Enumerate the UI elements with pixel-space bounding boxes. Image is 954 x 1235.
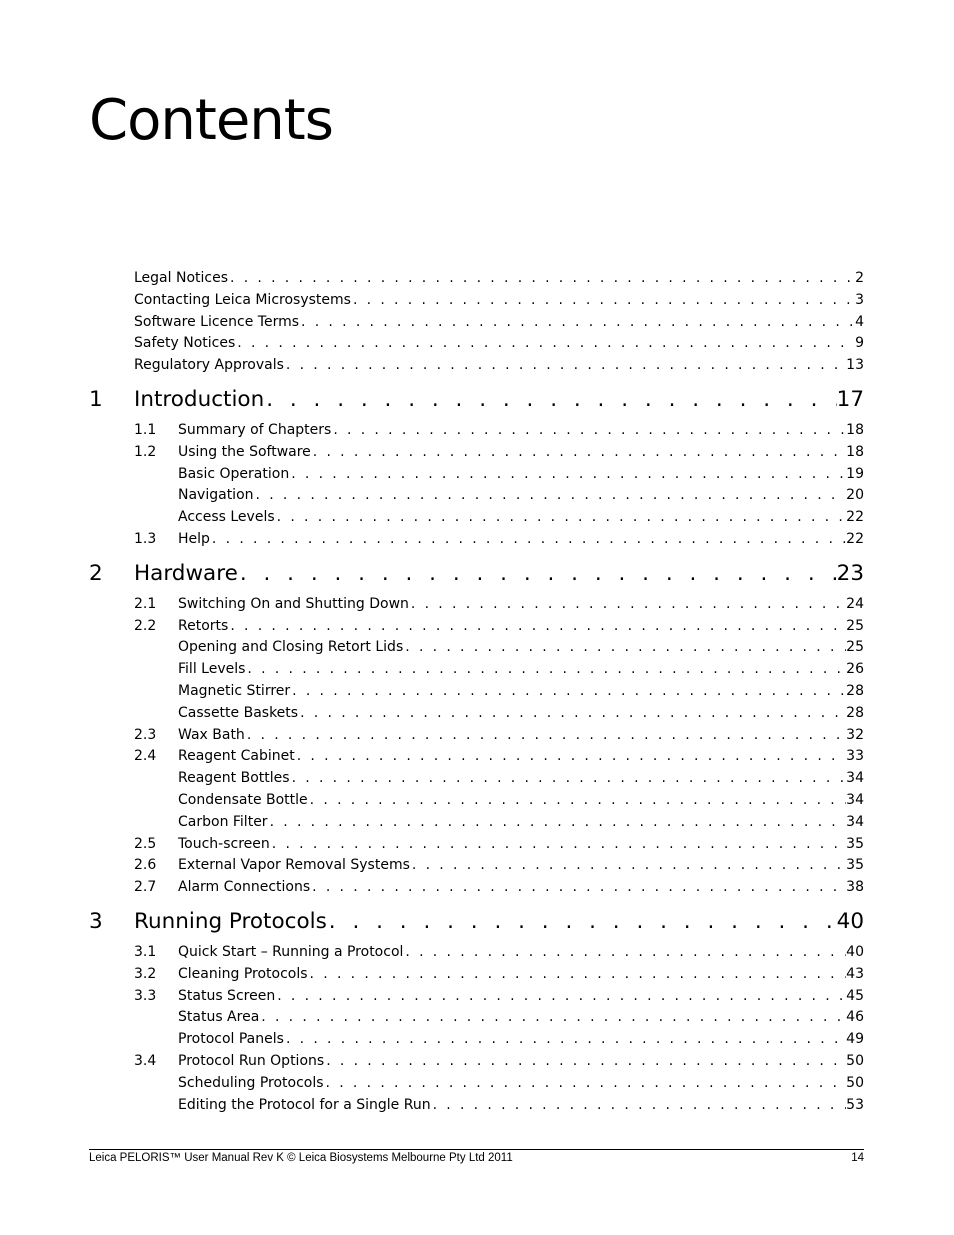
section-number: 3.3 bbox=[134, 987, 157, 1004]
toc-section[interactable] bbox=[134, 531, 864, 553]
section-page: 43 bbox=[846, 965, 864, 982]
section-page: 33 bbox=[846, 748, 864, 765]
toc-entry-page: 3 bbox=[855, 291, 864, 308]
dot-leader bbox=[290, 770, 847, 786]
dot-leader bbox=[410, 857, 846, 873]
section-title: Touch-screen bbox=[178, 835, 270, 852]
subsection-title: Carbon Filter bbox=[178, 813, 268, 830]
subsection-page: 28 bbox=[846, 682, 864, 699]
dot-leader bbox=[324, 1075, 847, 1091]
toc-subsection[interactable] bbox=[178, 661, 864, 683]
subsection-page: 22 bbox=[846, 509, 864, 526]
section-page: 24 bbox=[846, 595, 864, 612]
toc-subsection[interactable] bbox=[178, 792, 864, 814]
section-title: Alarm Connections bbox=[178, 879, 311, 896]
chapter-number: 1 bbox=[89, 386, 103, 412]
section-page: 18 bbox=[846, 421, 864, 438]
toc-chapter-heading[interactable] bbox=[89, 909, 864, 941]
toc-section[interactable] bbox=[134, 422, 864, 444]
toc-entry-page: 13 bbox=[846, 357, 864, 374]
subsection-page: 28 bbox=[846, 704, 864, 721]
section-number: 2.6 bbox=[134, 857, 157, 874]
dot-leader bbox=[403, 639, 846, 655]
section-page: 40 bbox=[846, 943, 864, 960]
dot-leader bbox=[284, 1031, 846, 1047]
toc-section[interactable] bbox=[134, 879, 864, 901]
subsection-page: 20 bbox=[846, 487, 864, 504]
subsection-title: Scheduling Protocols bbox=[178, 1074, 324, 1091]
toc-subsection[interactable] bbox=[178, 1097, 864, 1119]
dot-leader bbox=[308, 966, 847, 982]
front-matter-list bbox=[89, 270, 864, 379]
toc-subsection[interactable] bbox=[178, 1031, 864, 1053]
chapter-number: 2 bbox=[89, 560, 103, 586]
section-number: 2.4 bbox=[134, 748, 157, 765]
section-number: 3.1 bbox=[134, 943, 157, 960]
subsection-page: 34 bbox=[846, 791, 864, 808]
section-title: External Vapor Removal Systems bbox=[178, 857, 410, 874]
section-title: Quick Start – Running a Protocol bbox=[178, 943, 404, 960]
toc-entry-text: Legal Notices bbox=[134, 270, 228, 286]
dot-leader bbox=[310, 879, 846, 895]
dot-leader bbox=[431, 1097, 847, 1113]
chapter-page: 23 bbox=[836, 560, 864, 586]
dot-leader bbox=[331, 422, 846, 438]
section-number: 1.2 bbox=[134, 443, 157, 460]
section-page: 25 bbox=[846, 617, 864, 634]
chapter-title: Running Protocols bbox=[134, 908, 327, 934]
toc-entry-text: Safety Notices bbox=[134, 335, 236, 352]
dot-leader bbox=[299, 314, 855, 330]
subsection-page: 19 bbox=[846, 465, 864, 482]
section-title: Cleaning Protocols bbox=[178, 965, 308, 982]
dot-leader bbox=[284, 357, 846, 373]
dot-leader bbox=[275, 988, 846, 1004]
subsection-title: Access Levels bbox=[178, 509, 275, 526]
toc-section[interactable] bbox=[134, 618, 864, 640]
toc-subsection[interactable] bbox=[178, 814, 864, 836]
subsection-page: 34 bbox=[846, 813, 864, 830]
section-page: 35 bbox=[846, 835, 864, 852]
dot-leader bbox=[409, 596, 846, 612]
toc-entry[interactable] bbox=[134, 270, 864, 292]
subsection-page: 49 bbox=[846, 1031, 864, 1048]
dot-leader bbox=[403, 944, 846, 960]
section-title: Wax Bath bbox=[178, 726, 245, 743]
section-number: 3.2 bbox=[134, 965, 157, 982]
dot-leader bbox=[289, 466, 846, 482]
dot-leader bbox=[295, 748, 846, 764]
dot-leader bbox=[324, 1053, 846, 1069]
subsection-page: 25 bbox=[846, 639, 864, 656]
toc-entry[interactable] bbox=[134, 335, 864, 357]
toc-section[interactable] bbox=[134, 988, 864, 1010]
toc-subsection[interactable] bbox=[178, 487, 864, 509]
subsection-page: 53 bbox=[846, 1096, 864, 1113]
section-title: Summary of Chapters bbox=[178, 421, 332, 438]
chapter-page: 17 bbox=[836, 386, 864, 412]
toc-section[interactable] bbox=[134, 836, 864, 858]
dot-leader bbox=[327, 909, 837, 934]
toc-subsection[interactable] bbox=[178, 466, 864, 488]
chapter-title: Introduction bbox=[134, 386, 265, 412]
toc-entry-page: 9 bbox=[855, 335, 864, 352]
subsection-page: 26 bbox=[846, 661, 864, 678]
section-page: 18 bbox=[846, 443, 864, 460]
section-title: Switching On and Shutting Down bbox=[178, 595, 409, 612]
dot-leader bbox=[245, 727, 846, 743]
subsection-title: Fill Levels bbox=[178, 661, 246, 678]
section-title: Retorts bbox=[178, 617, 229, 634]
toc-subsection[interactable] bbox=[178, 683, 864, 705]
chapter-title: Hardware bbox=[134, 560, 238, 586]
section-title: Reagent Cabinet bbox=[178, 748, 295, 765]
dot-leader bbox=[268, 814, 847, 830]
toc-subsection[interactable] bbox=[178, 639, 864, 661]
dot-leader bbox=[254, 487, 847, 503]
subsection-title: Cassette Baskets bbox=[178, 704, 299, 721]
toc-section[interactable] bbox=[134, 748, 864, 770]
dot-leader bbox=[311, 444, 846, 460]
section-title: Using the Software bbox=[178, 443, 311, 460]
section-number: 2.7 bbox=[134, 879, 157, 896]
toc-entry-text: Regulatory Approvals bbox=[134, 357, 284, 374]
page-title: Contents bbox=[89, 88, 333, 153]
subsection-title: Navigation bbox=[178, 487, 254, 504]
section-number: 2.5 bbox=[134, 835, 157, 852]
toc-chapter-heading[interactable] bbox=[89, 387, 864, 419]
section-page: 22 bbox=[846, 530, 864, 547]
toc-entry-text: Software Licence Terms bbox=[134, 313, 300, 330]
toc-subsection[interactable] bbox=[178, 509, 864, 531]
dot-leader bbox=[351, 292, 855, 308]
subsection-title: Status Area bbox=[178, 1009, 260, 1026]
section-number: 2.1 bbox=[134, 595, 157, 612]
dot-leader bbox=[264, 387, 836, 412]
dot-leader bbox=[298, 705, 846, 721]
subsection-page: 46 bbox=[846, 1009, 864, 1026]
dot-leader bbox=[245, 661, 846, 677]
section-number: 2.2 bbox=[134, 617, 157, 634]
toc-subsection[interactable] bbox=[178, 705, 864, 727]
section-number: 3.4 bbox=[134, 1052, 157, 1069]
toc-entry[interactable] bbox=[134, 314, 864, 336]
dot-leader bbox=[259, 1009, 846, 1025]
dot-leader bbox=[290, 683, 846, 699]
subsection-page: 34 bbox=[846, 770, 864, 787]
chapter-page: 40 bbox=[836, 908, 864, 934]
dot-leader bbox=[275, 509, 847, 525]
toc-subsection[interactable] bbox=[178, 1009, 864, 1031]
toc-section[interactable] bbox=[134, 444, 864, 466]
footer-page-number: 14 bbox=[851, 1152, 864, 1164]
subsection-page: 50 bbox=[846, 1074, 864, 1091]
footer-copyright: Leica PELORIS™ User Manual Rev K © Leica Biosystems Melbourne Pty Ltd 2011 bbox=[89, 1152, 513, 1164]
toc-section[interactable] bbox=[134, 596, 864, 618]
toc-chapter-heading[interactable] bbox=[89, 561, 864, 593]
dot-leader bbox=[228, 618, 846, 634]
section-number: 2.3 bbox=[134, 726, 157, 743]
toc-subsection[interactable] bbox=[178, 770, 864, 792]
section-title: Protocol Run Options bbox=[178, 1052, 325, 1069]
toc-section[interactable] bbox=[134, 857, 864, 879]
dot-leader bbox=[308, 792, 847, 808]
dot-leader bbox=[235, 335, 855, 351]
subsection-title: Magnetic Stirrer bbox=[178, 682, 291, 699]
toc-section[interactable] bbox=[134, 944, 864, 966]
chapter-number: 3 bbox=[89, 908, 103, 934]
toc-entry-page: 4 bbox=[855, 313, 864, 330]
section-number: 1.1 bbox=[134, 421, 157, 438]
dot-leader bbox=[270, 836, 846, 852]
dot-leader bbox=[210, 531, 846, 547]
section-page: 35 bbox=[846, 857, 864, 874]
toc-entry[interactable] bbox=[134, 357, 864, 379]
section-number: 1.3 bbox=[134, 530, 157, 547]
subsection-title: Editing the Protocol for a Single Run bbox=[178, 1096, 431, 1113]
dot-leader bbox=[228, 270, 855, 286]
toc-subsection[interactable] bbox=[178, 1075, 864, 1097]
section-title: Status Screen bbox=[178, 987, 276, 1004]
toc-section[interactable] bbox=[134, 966, 864, 988]
subsection-title: Condensate Bottle bbox=[178, 791, 308, 808]
toc-section[interactable] bbox=[134, 1053, 864, 1075]
toc-section[interactable] bbox=[134, 727, 864, 749]
subsection-title: Protocol Panels bbox=[178, 1031, 284, 1048]
subsection-title: Opening and Closing Retort Lids bbox=[178, 639, 404, 656]
subsection-title: Reagent Bottles bbox=[178, 770, 290, 787]
section-page: 32 bbox=[846, 726, 864, 743]
table-of-contents bbox=[89, 270, 864, 1118]
section-page: 38 bbox=[846, 879, 864, 896]
section-page: 45 bbox=[846, 987, 864, 1004]
section-page: 50 bbox=[846, 1052, 864, 1069]
subsection-title: Basic Operation bbox=[178, 465, 290, 482]
footer-divider bbox=[89, 1149, 864, 1150]
toc-entry-text: Contacting Leica Microsystems bbox=[134, 291, 351, 308]
section-title: Help bbox=[178, 530, 210, 547]
toc-entry-page: 2 bbox=[855, 270, 864, 286]
toc-entry[interactable] bbox=[134, 292, 864, 314]
dot-leader bbox=[238, 561, 837, 586]
